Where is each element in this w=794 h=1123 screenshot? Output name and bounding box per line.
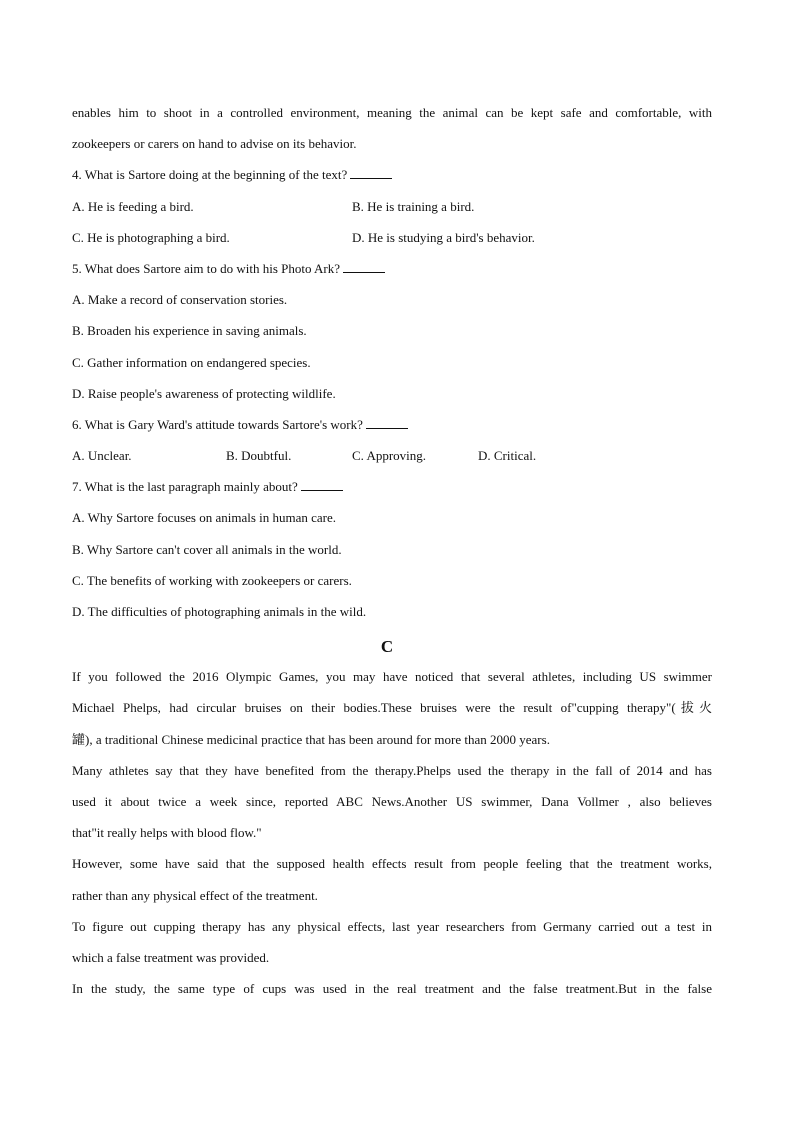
passage-c-line: which a false treatment was provided. [72, 949, 270, 965]
question-4-options-row-2 [72, 225, 712, 256]
option-c[interactable]: C. Approving. [352, 448, 427, 464]
answer-blank[interactable] [350, 168, 392, 179]
question-6-stem: 6. What is Gary Ward's attitude towards Sartore's work? [72, 412, 712, 443]
option-a[interactable]: A. He is feeding a bird. [72, 198, 194, 214]
option-a[interactable]: A. Why Sartore focuses on animals in human care. [72, 510, 337, 526]
option-d[interactable]: D. The difficulties of photographing animals in the wild. [72, 604, 367, 619]
worksheet-page [72, 100, 712, 1007]
option-b[interactable]: B. He is training a bird. [352, 198, 475, 214]
question-4-options-row-1 [72, 194, 712, 225]
option-b[interactable]: B. Doubtful. [226, 448, 292, 464]
option-c[interactable]: C. Gather information on endangered species. [72, 354, 311, 370]
option-d[interactable]: D. Raise people's awareness of protecting wildlife. [72, 385, 336, 401]
answer-blank[interactable] [366, 418, 408, 429]
option-a[interactable]: A. Unclear. [72, 448, 132, 464]
passage-c-line: Many athletes say that they have benefited from the therapy.Phelps used the therapy in the fall of 2014 and has [72, 762, 712, 778]
passage-b-line-2: zookeepers or carers on hand to advise on its behavior. [72, 136, 357, 152]
option-d[interactable]: D. He is studying a bird's behavior. [352, 229, 535, 245]
passage-c-line: To figure out cupping therapy has any physical effects, last year researchers from Germany carried out a test in [72, 918, 712, 934]
passage-c-line: used it about twice a week since, reported ABC News.Another US swimmer, Dana Vollmer , also believes [72, 793, 712, 809]
question-5-stem: 5. What does Sartore aim to do with his Photo Ark? [72, 256, 712, 287]
passage-c-line: rather than any physical effect of the treatment. [72, 887, 318, 903]
section-c-heading: C [380, 637, 394, 657]
passage-c-line: that"it really helps with blood flow." [72, 825, 262, 841]
option-a[interactable]: A. Make a record of conservation stories. [72, 292, 288, 308]
option-d[interactable]: D. Critical. [478, 448, 537, 464]
passage-c-line: However, some have said that the supposed health effects result from people feeling that the treatment works, [72, 856, 712, 872]
option-c[interactable]: C. The benefits of working with zookeepers or carers. [72, 572, 352, 588]
passage-c-line: Michael Phelps, had circular bruises on their bodies.These bruises were the result of"cupping therapy"(拔火 [72, 700, 712, 716]
option-b[interactable]: B. Why Sartore can't cover all animals in the world. [72, 541, 342, 557]
question-4-stem: 4. What is Sartore doing at the beginning of the text? [72, 162, 712, 193]
passage-c-line: 罐), a traditional Chinese medicinal practice that has been around for more than 2000 years. [72, 731, 550, 747]
question-6-options-row [72, 443, 712, 474]
option-b[interactable]: B. Broaden his experience in saving animals. [72, 323, 307, 339]
option-c[interactable]: C. He is photographing a bird. [72, 229, 230, 245]
question-7-stem: 7. What is the last paragraph mainly about? [72, 474, 712, 505]
passage-c-line: In the study, the same type of cups was used in the real treatment and the false treatment.But in the false [72, 981, 712, 997]
answer-blank[interactable] [301, 480, 343, 491]
passage-c-line: If you followed the 2016 Olympic Games, you may have noticed that several athletes, including US swimmer [72, 669, 712, 685]
answer-blank[interactable] [343, 262, 385, 273]
passage-b-line-1: enables him to shoot in a controlled environment, meaning the animal can be kept safe and comfortable, with [72, 105, 712, 120]
